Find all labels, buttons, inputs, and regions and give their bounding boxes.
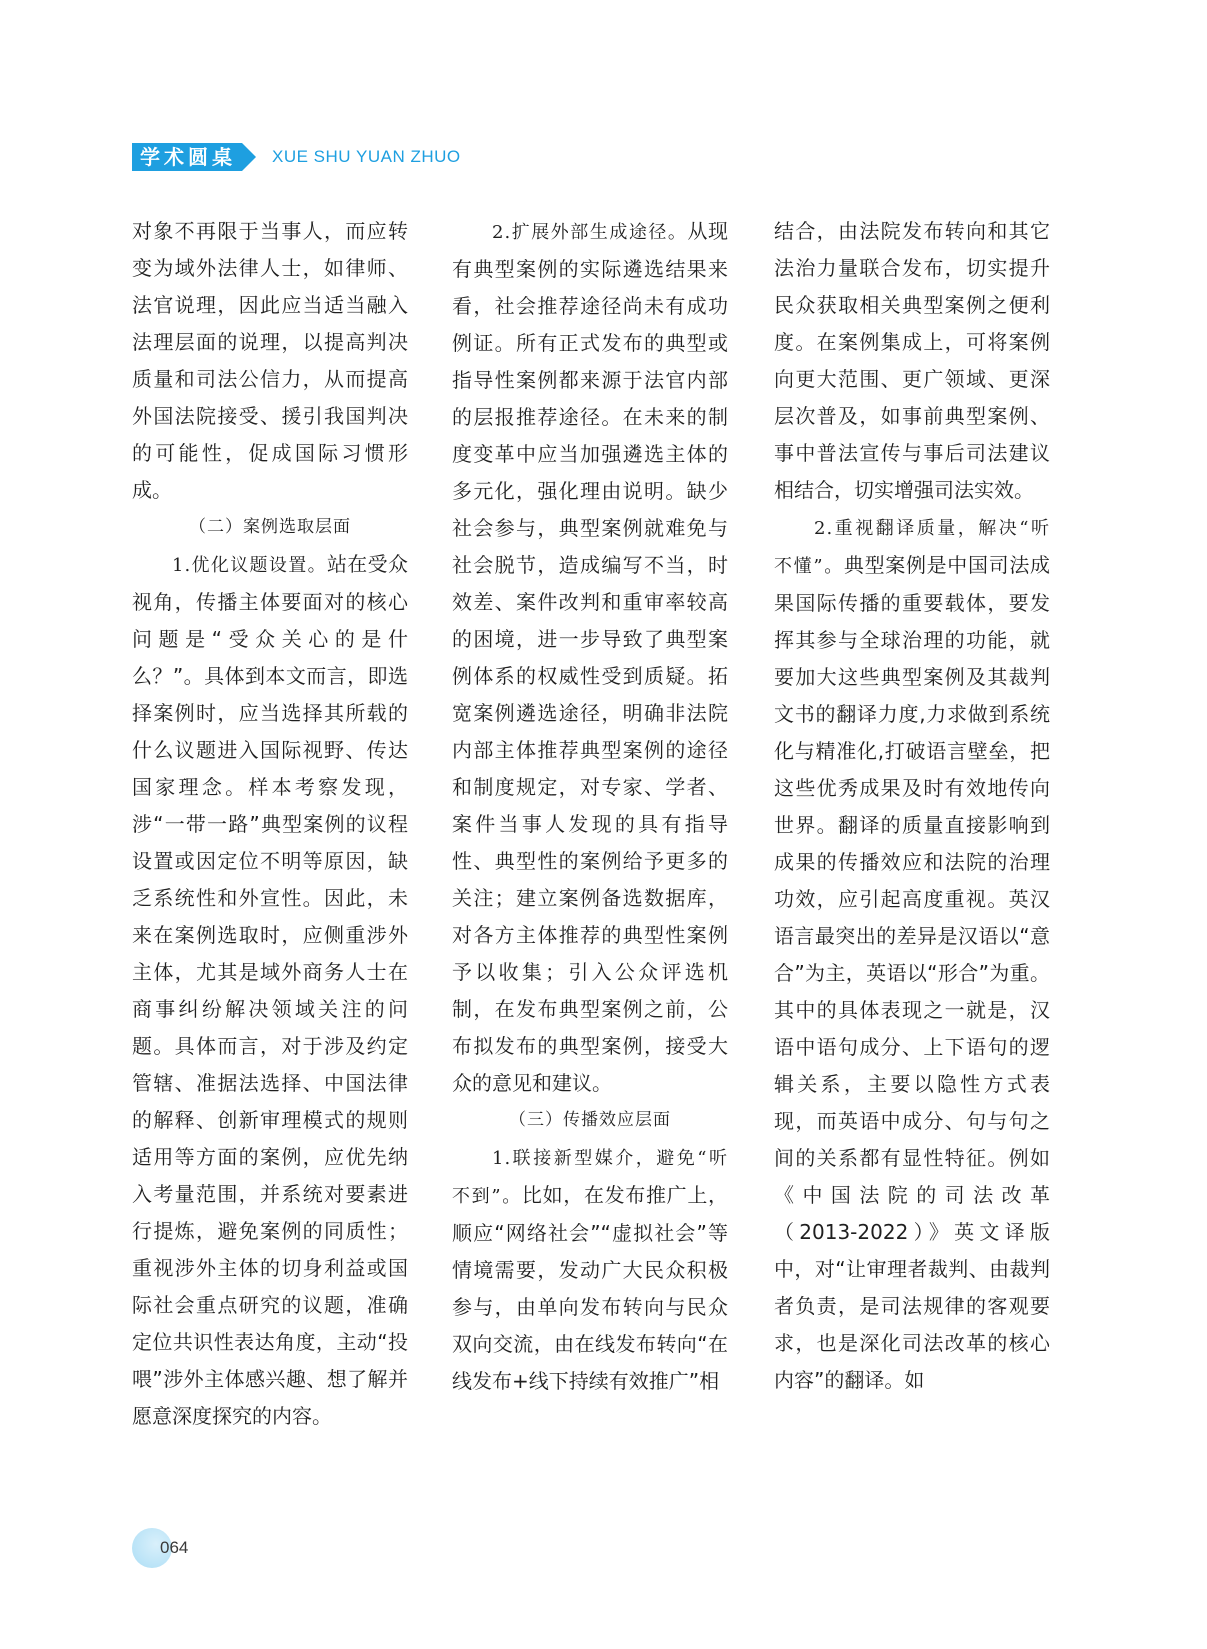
paragraph: 对象不再限于当事人，而应转变为域外法律人士，如律师、法官说理，因此应当适当融入法理层面的说理，以提高判决质量和司法公信力，从而提高外国法院接受、援引我国判决的可能性，促成国际习惯形成。 [132, 219, 408, 502]
text-column-1 [132, 213, 408, 1435]
paragraph-body: 比如，在发布推广上，顺应“网络社会”“虚拟社会”等情境需要，发动广大民众积极参与，由单向发布转向与民众双向交流，由在线发布转向“在线发布+线下持续有效推广”相 [452, 1183, 729, 1393]
section-title-badge: 学术圆桌 [132, 143, 242, 171]
paragraph-lead: 1.优化议题设置。 [172, 555, 327, 576]
paragraph [452, 213, 728, 1102]
paragraph-lead: 1.联接新型媒介，避免“听不到”。 [452, 1148, 728, 1207]
paragraph [452, 1139, 728, 1400]
section-title-latin: XUE SHU YUAN ZHUO [272, 147, 461, 166]
paragraph-lead: 2.扩展外部生成途径。 [492, 222, 688, 243]
paragraph-body: 典型案例是中国司法成果国际传播的重要载体，要发挥其参与全球治理的功能，就要加大这些典型案例及其裁判文书的翻译力度,力求做到系统化与精准化,打破语言壁垒，把这些优秀成果及时有效地传向世界。翻译的质量直接影响到成果的传播效应和法院的治理功效，应引起高度重视。英汉语言最突出的差异是汉语以“意合”为主，英语以“形合”为重。其中的具体表现之一就是，汉语中语句成分、上下语句的逻辑关系，主要以隐性方式表现，而英语中成分、句与句之间的关系都有显性特征。例如《中国法院的司法改革（2013-2022）》英文译版中，对“让审理者裁判、由裁判者负责，是司法规律的客观要求，也是深化司法改革的核心内容”的翻译。如 [774, 553, 1051, 1392]
text-column-3 [774, 213, 1050, 1399]
section-header [132, 143, 732, 171]
section-heading: （二）案例选取层面 [189, 517, 351, 537]
paragraph: 结合，由法院发布转向和其它法治力量联合发布，切实提升民众获取相关典型案例之便利度。在案例集成上，可将案例向更大范围、更广领域、更深层次普及，如事前典型案例、事中普法宣传与事后司法建议相结合，切实增强司法实效。 [774, 219, 1050, 502]
paragraph [132, 546, 408, 1435]
paragraph-body: 站在受众视角，传播主体要面对的核心问题是“受众关心的是什么？”。具体到本文而言，即选择案例时，应当选择其所载的什么议题进入国际视野、传达国家理念。样本考察发现，涉“一带一路”典型案例的议程设置或因定位不明等原因，缺乏系统性和外宣性。因此，未来在案例选取时，应侧重涉外主体，尤其是域外商务人士在商事纠纷解决领域关注的问题。具体而言，对于涉及约定管辖、准据法选择、中国法律的解释、创新审理模式的规则适用等方面的案例，应优先纳入考量范围，并系统对要素进行提炼，避免案例的同质性；重视涉外主体的切身利益或国际社会重点研究的议题，准确定位共识性表达角度，主动“投喂”涉外主体感兴趣、想了解并愿意深度探究的内容。 [132, 552, 408, 1428]
arrow-icon [242, 143, 256, 171]
paragraph-lead: 2.重视翻译质量，解决“听不懂”。 [774, 518, 1050, 577]
section-heading: （三）传播效应层面 [509, 1110, 671, 1130]
text-column-2 [452, 213, 728, 1400]
page-number-block [132, 1528, 222, 1568]
paragraph [774, 509, 1050, 1399]
page-number: 064 [160, 1538, 189, 1557]
paragraph-body: 从现有典型案例的实际遴选结果来看，社会推荐途径尚未有成功例证。所有正式发布的典型或指导性案例都来源于法官内部的层报推荐途径。在未来的制度变革中应当加强遴选主体的多元化，强化理由说明。缺少社会参与，典型案例就难免与社会脱节，造成编写不当，时效差、案件改判和重审率较高的困境，进一步导致了典型案例体系的权威性受到质疑。拓宽案例遴选途径，明确非法院内部主体推荐典型案例的途径和制度规定，对专家、学者、案件当事人发现的具有指导性、典型性的案例给予更多的关注；建立案例备选数据库，对各方主体推荐的典型性案例予以收集；引入公众评选机制，在发布典型案例之前，公布拟发布的典型案例，接受大众的意见和建议。 [452, 219, 728, 1095]
